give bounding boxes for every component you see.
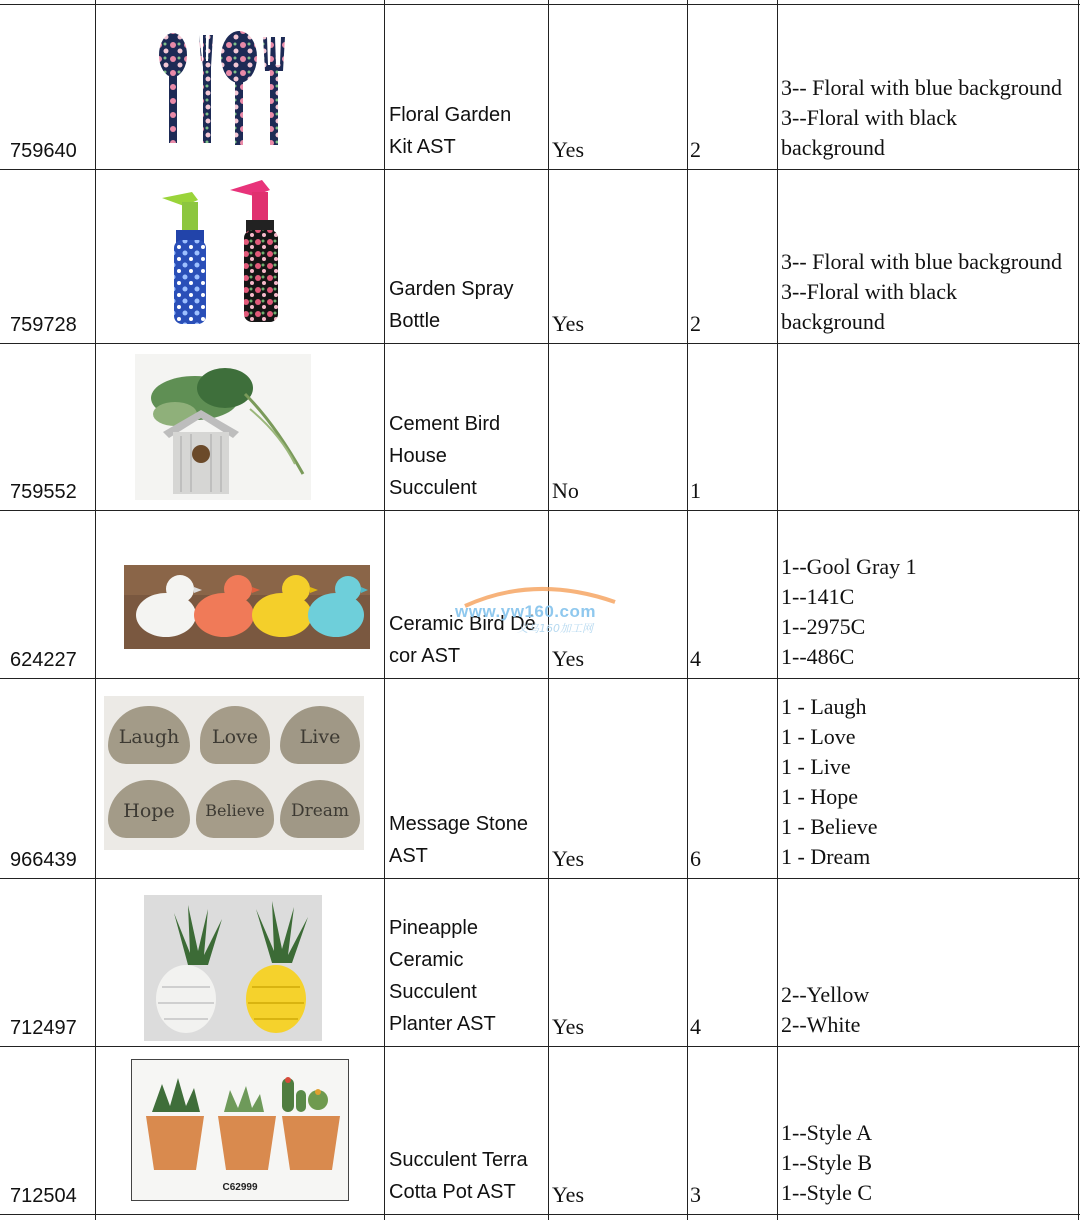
color-breakdown: 1--Gool Gray 1 1--141C 1--2975C 1--486C: [781, 554, 917, 669]
stone: Laugh: [108, 706, 190, 764]
item-number: 624227: [10, 649, 77, 671]
item-number: 966439: [10, 849, 77, 871]
table-row: [0, 879, 1080, 1046]
quantity: 4: [690, 646, 701, 671]
row-divider: [0, 1214, 1080, 1215]
product-code: C62999: [222, 1182, 258, 1193]
table-row: [0, 170, 1080, 343]
spray-bottles-image: [158, 178, 298, 328]
availability: Yes: [552, 646, 585, 671]
item-number: 759640: [10, 140, 77, 162]
availability: Yes: [552, 137, 585, 162]
quantity: 1: [690, 478, 701, 503]
table-row: [0, 5, 1080, 169]
color-breakdown: 2--Yellow 2--White: [781, 982, 870, 1037]
quantity: 2: [690, 311, 701, 336]
bird-house-image: [135, 354, 311, 500]
item-number: 759552: [10, 481, 77, 503]
item-number: 759728: [10, 314, 77, 336]
item-description: Garden Spray Bottle: [389, 278, 514, 332]
quantity: 4: [690, 1014, 701, 1039]
stone: Love: [200, 706, 270, 764]
quantity: 2: [690, 137, 701, 162]
watermark-subtitle: 义乌160加工网: [517, 622, 593, 635]
availability: Yes: [552, 846, 585, 871]
watermark: [455, 580, 625, 640]
item-description: Cement Bird House Succulent: [389, 413, 501, 499]
table-row: [0, 679, 1080, 878]
availability: Yes: [552, 1014, 585, 1039]
availability: Yes: [552, 1182, 585, 1207]
item-description: Pineapple Ceramic Succulent Planter AST: [389, 917, 496, 1035]
color-breakdown: 1 - Laugh 1 - Love 1 - Live 1 - Hope 1 - Believe 1 - Dream: [781, 694, 878, 869]
floral-garden-tools-image: [155, 27, 295, 157]
item-description: Floral Garden Kit AST: [389, 104, 512, 158]
table-row: [0, 1047, 1080, 1214]
color-breakdown: 1--Style A 1--Style B 1--Style C: [781, 1120, 873, 1205]
item-number: 712504: [10, 1185, 77, 1207]
item-description: Ceramic Bird Dé cor AST: [389, 613, 536, 667]
stone: Live: [280, 706, 360, 764]
quantity: 6: [690, 846, 701, 871]
item-number: 712497: [10, 1017, 77, 1039]
message-stones-image: [104, 696, 364, 850]
stone: Dream: [280, 780, 360, 838]
item-description: Message Stone AST: [389, 813, 528, 867]
availability: Yes: [552, 311, 585, 336]
stone: Hope: [108, 780, 190, 838]
watermark-url: www.yw160.com: [455, 602, 596, 621]
color-breakdown: 3-- Floral with blue background 3--Floral with black background: [781, 249, 1063, 334]
availability: No: [552, 478, 579, 503]
color-breakdown: 3-- Floral with blue background 3--Floral with black background: [781, 75, 1063, 160]
terracotta-pots-image: [131, 1059, 349, 1201]
table-row: [0, 344, 1080, 510]
item-description: Succulent Terra Cotta Pot AST: [389, 1149, 528, 1203]
ceramic-birds-image: [124, 565, 370, 649]
pineapple-planters-image: [144, 895, 322, 1041]
stone: Believe: [196, 780, 274, 838]
quantity: 3: [690, 1182, 701, 1207]
